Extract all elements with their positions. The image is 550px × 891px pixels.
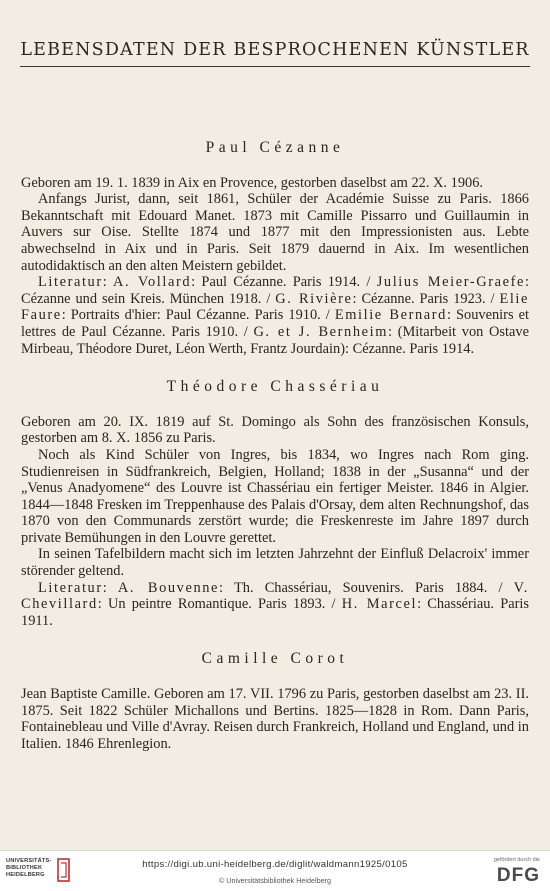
document-url-link[interactable]: https://digi.ub.uni-heidelberg.de/diglit/waldmann1925/0105 bbox=[142, 859, 408, 870]
page-body bbox=[21, 140, 529, 774]
author-name: V. Chevillard bbox=[21, 579, 529, 613]
citation-text: : bbox=[102, 579, 118, 596]
artist-section bbox=[21, 651, 529, 752]
citation-text: : Th. Chassériau, Souvenirs. Paris 1884. / bbox=[219, 579, 514, 596]
viewer-footer bbox=[0, 850, 550, 891]
paragraph: Jean Baptiste Camille. Geboren am 17. VII. 1796 zu Paris, gestorben daselbst am 23. II. 1875. Seit 1822 Schüler Michallons und Bertins. 1825—1828 in Rom. Dann Paris, Fontainebleau und Ville d'Avray. Reisen durch Frankreich, Holland und England, und in Italien. 1846 Ehrenlegion. bbox=[21, 686, 529, 752]
citation-text: : Cézanne. Paris 1923. / bbox=[352, 290, 500, 307]
citation-text: : Paul Cézanne. Paris 1914. / bbox=[191, 274, 377, 291]
citation-text: : Souvenirs et lettres de Paul Cézanne. Paris 1910. / bbox=[21, 307, 529, 340]
paragraph: Noch als Kind Schüler von Ingres, bis 1834, wo Ingres nach Rom ging. Studienreisen in Südfrankreich, Belgien, Holland; 1838 in der „Susanna“ und der „Venus Anadyomene“ des Louvre ist Chassériau ein fertiger Meister. 1846 in Algier. 1844—1848 Fresken im Treppenhause des Palais d'Orsay, dem alten Rechnungshof, das 1870 von den Communards zerstört wurde; die Freskenreste im Jahre 1897 durch private Bemühungen in den Louvre gerettet. bbox=[21, 446, 529, 546]
author-name: A. Vollard bbox=[113, 274, 192, 291]
dfg-logo: DFG bbox=[496, 865, 540, 886]
artist-section bbox=[21, 140, 529, 357]
author-name: G. et J. Bernheim bbox=[253, 323, 389, 340]
header-rule bbox=[20, 66, 530, 67]
author-name: G. Rivière bbox=[275, 290, 353, 307]
artist-section bbox=[21, 379, 529, 629]
author-name: Literatur bbox=[38, 579, 103, 596]
citation-text: : Portraits d'hier: Paul Cézanne. Paris 1910. / bbox=[61, 307, 335, 324]
author-name: Emilie Bernard bbox=[334, 307, 447, 324]
artist-name: Théodore Chassériau bbox=[166, 378, 384, 396]
copyright-text: © Universitätsbibliothek Heidelberg bbox=[219, 876, 331, 885]
literature-paragraph bbox=[21, 580, 529, 630]
author-name: Literatur bbox=[38, 274, 103, 291]
citation-text: : (Mitarbeit von Ostave Mirbeau, Théodore Duret, Léon Werth, Frantz Jourdain): Cézanne. Paris 1914. bbox=[21, 323, 529, 357]
author-name: Elie Faure bbox=[21, 290, 530, 324]
citation-text: : Cézanne und sein Kreis. München 1918. / bbox=[21, 274, 529, 307]
citation-text: : Chassériau. Paris 1911. bbox=[21, 596, 529, 629]
paragraph: Anfangs Jurist, dann, seit 1861, Schüler der Académie Suisse zu Paris. 1866 Bekanntschaft mit Edouard Manet. 1873 mit Camille Pissarro und Guillaumin in Auvers sur Oise. Stellte 1874 und 1877 mit den Impressionisten aus. Lebte abwechselnd in Aix und in Paris. Seit 1879 dauernd in Aix. Im wesentlichen autodidaktisch an den alten Meistern gebildet. bbox=[21, 191, 529, 274]
artist-name: Paul Cézanne bbox=[205, 139, 345, 156]
paragraph: Geboren am 19. 1. 1839 in Aix en Provence, gestorben daselbst am 22. X. 1906. bbox=[21, 174, 484, 191]
author-name: A. Bouvenne bbox=[117, 579, 220, 596]
literature-paragraph bbox=[21, 274, 529, 357]
citation-text: : Un peintre Romantique. Paris 1893. / bbox=[97, 596, 342, 613]
citation-text: : bbox=[102, 274, 114, 291]
artist-name: Camille Corot bbox=[201, 650, 349, 668]
running-head: LEBENSDATEN DER BESPROCHENEN KÜNSTLER bbox=[20, 40, 530, 60]
author-name: H. Marcel bbox=[341, 596, 418, 613]
library-logo-text: UNIVERSITÄTS- BIBLIOTHEK HEIDELBERG bbox=[6, 858, 52, 878]
paragraph: Geboren am 20. IX. 1819 auf St. Domingo als Sohn des französischen Konsuls, gestorben am 8. X. 1856 zu Paris. bbox=[21, 413, 529, 447]
funder-note: gefördert durch die bbox=[493, 857, 540, 863]
paragraph: In seinen Tafelbildern macht sich im letzten Jahrzehnt der Einfluß Delacroix' immer störender geltend. bbox=[21, 546, 529, 580]
author-name: Julius Meier-Graefe bbox=[376, 274, 525, 291]
